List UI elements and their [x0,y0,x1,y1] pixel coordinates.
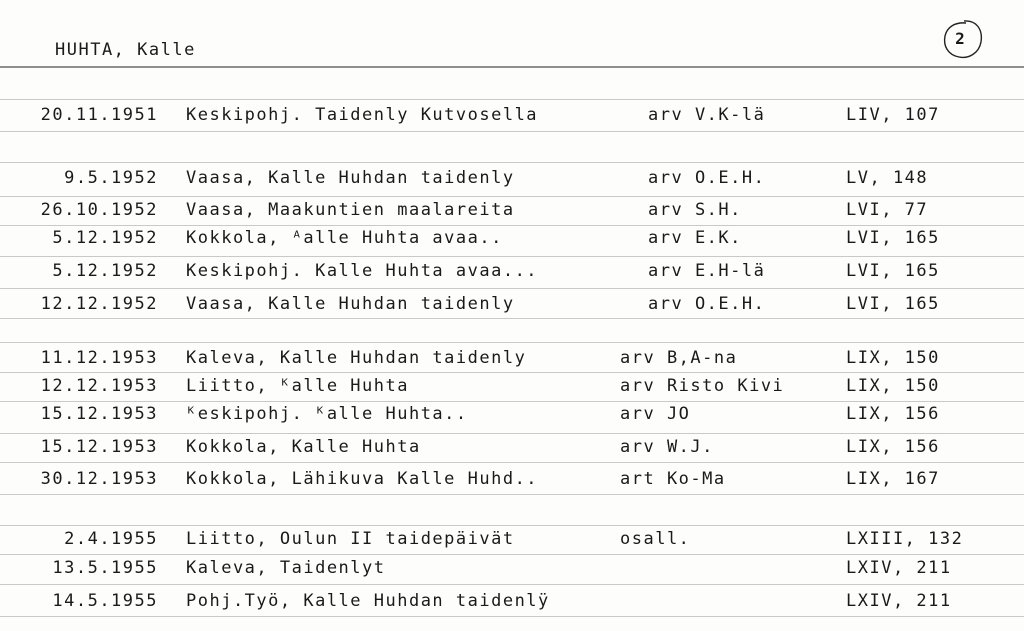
ruled-line [0,462,1024,463]
entry-date: 20.11.1951 [40,105,158,125]
header-rule [0,66,1024,68]
ruled-line [0,401,1024,402]
entry-title: Vaasa, Kalle Huhdan taidenly [186,168,515,188]
entry-date: 12.12.1953 [40,376,158,396]
entry-reference: LIX, 150 [846,376,940,396]
entry-date: 15.12.1953 [40,404,158,424]
entry-reference: LV, 148 [846,168,929,188]
entry-title: Kokkola, ᴬalle Huhta avaa.. [186,228,503,248]
entry-reference: LXIV, 211 [846,591,952,611]
ruled-line [0,433,1024,434]
entry-date: 30.12.1953 [40,469,158,489]
entry-reference: LIX, 156 [846,404,940,424]
entry-title: Kokkola, Kalle Huhta [186,437,421,457]
list-item [0,200,1024,224]
ruled-line [0,318,1024,319]
ruled-line [0,131,1024,132]
page-number-badge [940,18,984,62]
list-item [0,294,1024,318]
ruled-line [0,372,1024,373]
entry-reference: LIX, 150 [846,348,940,368]
entry-date: 2.4.1955 [64,529,158,549]
entry-reference: LXIV, 211 [846,558,952,578]
list-item [0,228,1024,252]
ruled-line [0,256,1024,257]
ruled-line [0,288,1024,289]
ruled-line [0,225,1024,226]
list-item [0,591,1024,615]
entry-reviewer: arv B,A-na [620,348,738,368]
entry-date: 11.12.1953 [40,348,158,368]
entry-reviewer: arv E.H-lä [648,261,766,281]
list-item [0,437,1024,461]
entry-reference: LIX, 156 [846,437,940,457]
list-item [0,261,1024,285]
entry-reviewer: arv W.J. [620,437,714,457]
ruled-line [0,342,1024,343]
entry-date: 26.10.1952 [40,200,158,220]
entry-reference: LIX, 167 [846,469,940,489]
entry-reviewer: arv O.E.H. [648,168,766,188]
ruled-line [0,196,1024,197]
entry-title: Kokkola, Lähikuva Kalle Huhd.. [186,469,539,489]
entry-title: Pohj.Työ, Kalle Huhdan taidenlÿ [186,591,550,611]
entry-date: 14.5.1955 [52,591,158,611]
ruled-line [0,162,1024,163]
entry-reviewer: art Ko-Ma [620,469,726,489]
entry-reviewer: osall. [620,529,691,549]
list-item [0,529,1024,553]
entry-reviewer: arv Risto Kivi [620,376,785,396]
entry-date: 15.12.1953 [40,437,158,457]
entry-date: 13.5.1955 [52,558,158,578]
list-item [0,348,1024,372]
entry-reference: LVI, 165 [846,228,940,248]
list-item [0,404,1024,428]
ruled-line [0,616,1024,617]
entry-title: Vaasa, Kalle Huhdan taidenly [186,294,515,314]
entry-date: 5.12.1952 [52,261,158,281]
entry-reference: LIV, 107 [846,105,940,125]
ruled-line [0,99,1024,100]
list-item [0,469,1024,493]
entry-title: Keskipohj. Taidenly Kutvosella [186,105,539,125]
entry-date: 9.5.1952 [64,168,158,188]
entry-date: 5.12.1952 [52,228,158,248]
entry-date: 12.12.1952 [40,294,158,314]
ruled-line [0,525,1024,526]
entry-reviewer: arv S.H. [648,200,742,220]
ruled-line [0,554,1024,555]
entry-reference: LVI, 77 [846,200,929,220]
list-item [0,105,1024,129]
entry-title: Vaasa, Maakuntien maalareita [186,200,515,220]
page-number: 2 [955,29,965,48]
entry-title: Liitto, ᴷalle Huhta [186,376,409,396]
entry-reference: LVI, 165 [846,261,940,281]
entry-reviewer: arv JO [620,404,691,424]
entry-reviewer: arv V.K-lä [648,105,766,125]
ruled-line [0,584,1024,585]
card-name-heading: HUHTA, Kalle [55,40,196,60]
entry-title: Liitto, Oulun II taidepäivät [186,529,515,549]
list-item [0,376,1024,400]
list-item [0,558,1024,582]
list-item [0,168,1024,192]
entry-title: Kaleva, Taidenlyt [186,558,386,578]
ruled-line [0,494,1024,495]
entry-title: Keskipohj. Kalle Huhta avaa... [186,261,539,281]
entry-title: ᴷeskipohj. ᴷalle Huhta.. [186,404,468,424]
entry-reviewer: arv E.K. [648,228,742,248]
entry-title: Kaleva, Kalle Huhdan taidenly [186,348,527,368]
entry-reference: LXIII, 132 [846,529,964,549]
entry-reference: LVI, 165 [846,294,940,314]
entry-reviewer: arv O.E.H. [648,294,766,314]
